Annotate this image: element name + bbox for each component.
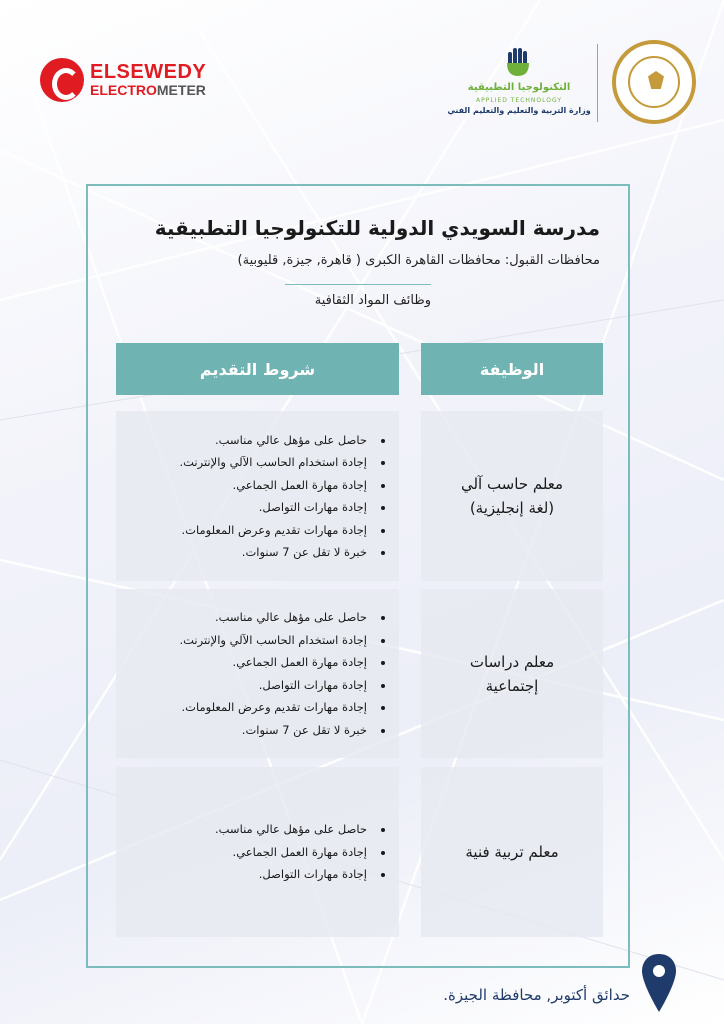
list-item: • إجادة مهارات تقديم وعرض المعلومات. [179,519,371,542]
list-item: • إجادة استخدام الحاسب الآلي والإنترنت. [179,629,371,652]
column-header-job: الوظيفة [421,343,603,395]
list-item: • خبرة لا تقل عن 7 سنوات. [179,541,371,564]
list-item: • إجادة مهارات التواصل. [179,496,371,519]
admission-governorates: محافظات القبول: محافظات القاهرة الكبرى ( قاهرة, جيزة, قليوبية) [237,253,600,268]
requirements-list [179,606,399,741]
applied-technology-logo [446,46,592,122]
requirements-list [215,818,399,886]
job-cell [421,411,603,581]
elsewedy-logo-subtitle: ELECTROMETER [90,82,206,98]
ministry-seal-inner [628,56,680,108]
job-cell [421,767,603,937]
job-title: معلم تربية فنية [465,843,559,861]
list-item: • إجادة مهارة العمل الجماعي. [215,841,371,864]
section-label: وظائف المواد الثقافية [314,293,431,308]
list-item: • إجادة مهارات تقديم وعرض المعلومات. [179,696,371,719]
job-title-line2: إجتماعية [485,676,539,695]
job-title-note: (لغة إنجليزية) [469,499,555,517]
list-item: • حاصل على مؤهل عالي مناسب. [179,606,371,629]
address-text: حدائق أكتوبر, محافظة الجيزة. [443,986,630,1004]
ministry-seal [612,40,696,124]
list-item: • حاصل على مؤهل عالي مناسب. [215,818,371,841]
hand-icon [504,46,532,78]
elsewedy-logo-name: ELSEWEDY [90,61,207,83]
eagle-icon [648,71,664,89]
list-item: • إجادة مهارة العمل الجماعي. [179,474,371,497]
requirements-list [179,429,399,564]
column-header-requirements: شروط التقديم [116,343,399,395]
job-title: معلم دراسات [469,652,555,671]
title-divider [285,284,431,285]
elsewedy-logo-mark-icon [40,58,84,102]
elsewedy-logo [40,58,220,104]
job-cell [421,589,603,758]
requirements-cell [116,589,399,758]
job-title: معلم حاسب آلي [460,475,564,493]
list-item: • إجادة مهارة العمل الجماعي. [179,651,371,674]
page-title: مدرسة السويدي الدولية للتكنولوجيا التطبيقية [154,216,600,240]
location-pin-icon [640,952,678,1014]
requirements-cell [116,411,399,581]
requirements-cell [116,767,399,937]
header-divider [597,44,598,122]
list-item: • إجادة مهارات التواصل. [215,863,371,886]
ministry-name: وزارة التربية والتعليم والتعليم الفني [447,106,591,115]
list-item: • إجادة استخدام الحاسب الآلي والإنترنت. [179,451,371,474]
list-item: • إجادة مهارات التواصل. [179,674,371,697]
list-item: • حاصل على مؤهل عالي مناسب. [179,429,371,452]
list-item: • خبرة لا تقل عن 7 سنوات. [179,719,371,742]
applied-technology-english: APPLIED TECHNOLOGY [475,97,562,104]
applied-technology-arabic: التكنولوجيا التطبيقية [467,82,571,93]
